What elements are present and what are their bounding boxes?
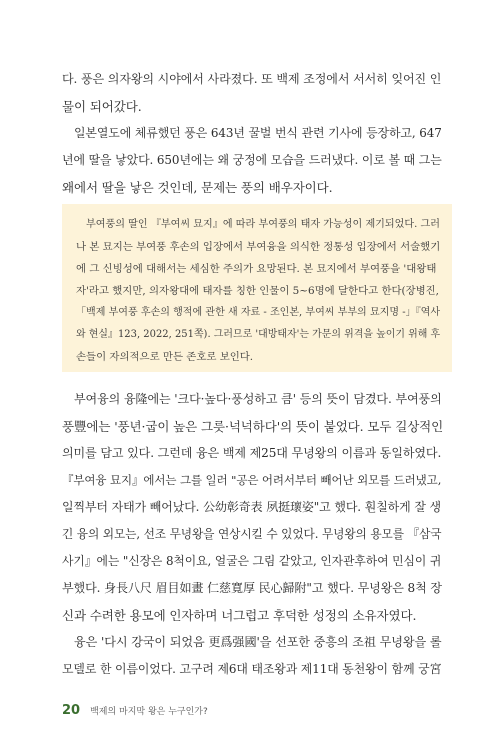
note-line: 부여풍의 딸인 『부여씨 묘지』에 따라 부여풍의 태자 가능성이 제기되었다. 그러 bbox=[86, 219, 440, 230]
text-line: 부여융의 융隆에는 '크다·높다·풍성하고 큼' 등의 뜻이 담겼다. 부여풍의 bbox=[74, 392, 442, 406]
note-line: 에 그 신빙성에 대해서는 세심한 주의가 요망된다. 본 묘지에서 부여풍을 '대왕태 bbox=[76, 263, 437, 275]
text-line: 다. 풍은 의자왕의 시야에서 사라졌다. 또 백제 조정에서 서서히 잊어진 인 bbox=[62, 72, 442, 86]
text-line: 의미를 담고 있다. 그런데 융은 백제 제25대 무녕왕의 이름과 동일하였다. bbox=[62, 446, 442, 460]
paragraph-continuation bbox=[62, 66, 444, 120]
text-line: 긴 융의 외모는, 선조 무녕왕을 연상시킬 수 있었다. 무녕왕의 용모를 『삼국 bbox=[62, 527, 442, 541]
running-title: 백제의 마지막 왕은 누구인가? bbox=[90, 707, 208, 717]
page-footer bbox=[62, 703, 208, 718]
page-number: 20 bbox=[62, 703, 81, 718]
text-line: 왜에서 딸을 낳은 것인데, 문제는 풍의 배우자이다. bbox=[62, 180, 333, 195]
text-line: 풍豐에는 '풍년·굽이 높은 그릇·넉넉하다'의 뜻이 붙었다. 모두 길상적인 bbox=[62, 419, 444, 434]
text-line: 모델로 한 이름이었다. 고구려 제6대 태조왕과 제11대 동천왕이 함께 궁宮 bbox=[62, 662, 442, 676]
text-line: 년에 딸을 낳았다. 650년에는 왜 궁정에 모습을 드러냈다. 이로 볼 때 그는 bbox=[62, 153, 442, 167]
note-line: 자'라고 했지만, 의자왕대에 태자를 칭한 인물이 5~6명에 달한다고 한다(장병진, bbox=[76, 285, 439, 297]
text-line: 융은 '다시 강국이 되었음 更爲强國'을 선포한 중흥의 조祖 무녕왕을 롤 bbox=[74, 635, 442, 649]
note-line: 손들이 자의적으로 만든 존호로 보인다. bbox=[76, 351, 254, 363]
text-line: 『부여융 묘지』에서는 그를 일러 "공은 어려서부터 빼어난 외모를 드러냈고, bbox=[62, 473, 442, 487]
text-line: 일본열도에 체류했던 풍은 643년 꿀벌 번식 관련 기사에 등장하고, 647 bbox=[74, 126, 442, 140]
text-line: 물이 되어갔다. bbox=[62, 99, 142, 114]
text-line: 일찍부터 자태가 빼어났다. 公幼彰奇表 夙挺瓌姿"고 했다. 훤칠하게 잘 생 bbox=[62, 500, 442, 514]
note-line: 와 현실』123, 2022, 251쪽). 그러므로 '대방태자'는 가문의 위격을 높이기 위해 후 bbox=[76, 329, 441, 340]
paragraph-names bbox=[62, 386, 444, 629]
note-line: 나 본 묘지는 부여풍 후손의 입장에서 부여융을 의식한 정통성 입장에서 서술했기 bbox=[76, 241, 441, 253]
text-line: 사기』에는 "신장은 8척이요, 얼굴은 그림 같았고, 인자관후하여 민심이 귀 bbox=[62, 554, 442, 568]
note-line: 「백제 부여풍 후손의 행적에 관한 새 자료 - 조인본, 부여씨 부부의 묘지명 -」『역사 bbox=[76, 307, 441, 318]
paragraph-role-model bbox=[62, 629, 444, 683]
note-box bbox=[62, 204, 452, 372]
text-line: 신과 수려한 용모에 인자하며 너그럽고 후덕한 성정의 소유자였다. bbox=[62, 608, 417, 623]
paragraph-daughter bbox=[62, 120, 444, 201]
text-line: 부했다. 身長八尺 眉目如畫 仁慈寬厚 民心歸附"고 했다. 무녕왕은 8척 장 bbox=[62, 581, 442, 595]
